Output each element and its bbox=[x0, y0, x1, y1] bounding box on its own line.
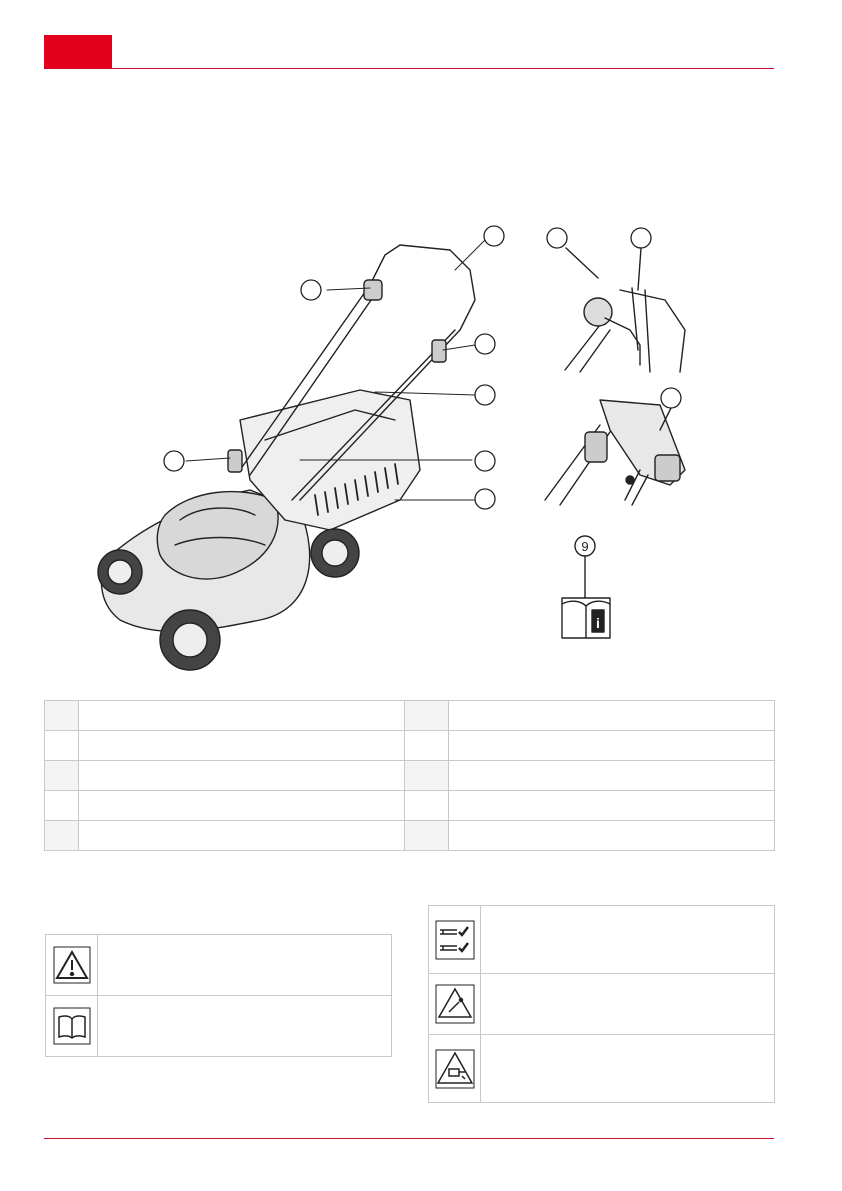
warning-triangle-icon bbox=[46, 935, 98, 995]
cable-clip bbox=[364, 280, 382, 300]
front-left-wheel bbox=[98, 550, 142, 594]
symbols-left bbox=[45, 934, 392, 1057]
table-row bbox=[45, 791, 775, 821]
part-description bbox=[78, 761, 404, 791]
part-number bbox=[404, 731, 448, 761]
part-description bbox=[448, 791, 774, 821]
part-description bbox=[78, 791, 404, 821]
part-description bbox=[78, 731, 404, 761]
part-number bbox=[45, 821, 79, 851]
thrown-objects-icon bbox=[429, 974, 481, 1034]
symbol-row bbox=[46, 996, 391, 1056]
footer-rule bbox=[44, 1138, 774, 1139]
read-manual-icon bbox=[46, 996, 98, 1056]
symbol-description bbox=[481, 974, 774, 1034]
part-number bbox=[45, 731, 79, 761]
table-row bbox=[45, 701, 775, 731]
part-description bbox=[448, 821, 774, 851]
part-description bbox=[78, 821, 404, 851]
detail-cable-plug bbox=[565, 248, 685, 372]
table-row bbox=[45, 761, 775, 791]
callout-9-label: 9 bbox=[581, 539, 589, 554]
symbol-description bbox=[481, 1035, 774, 1102]
symbol-row bbox=[429, 1035, 774, 1102]
symbol-row bbox=[429, 906, 774, 974]
table-row bbox=[45, 821, 775, 851]
symbol-row bbox=[46, 935, 391, 996]
part-number bbox=[404, 821, 448, 851]
part-description bbox=[448, 701, 774, 731]
rear-right-wheel bbox=[311, 529, 359, 577]
part-number bbox=[45, 791, 79, 821]
parts-table bbox=[44, 700, 775, 851]
cable-cut-warning-icon bbox=[429, 1035, 481, 1102]
manual-info-icon bbox=[562, 536, 610, 638]
symbol-row bbox=[429, 974, 774, 1035]
part-number bbox=[45, 761, 79, 791]
front-right-wheel bbox=[160, 610, 220, 670]
part-number bbox=[404, 761, 448, 791]
detail-handle-switch bbox=[545, 400, 685, 505]
part-description bbox=[448, 761, 774, 791]
symbol-description bbox=[481, 906, 774, 973]
part-description bbox=[448, 731, 774, 761]
handle-knob bbox=[432, 340, 446, 362]
part-number bbox=[404, 701, 448, 731]
height-lever bbox=[228, 450, 242, 472]
symbol-description bbox=[98, 996, 391, 1056]
table-row bbox=[45, 731, 775, 761]
part-number bbox=[404, 791, 448, 821]
symbol-description bbox=[98, 935, 391, 995]
part-number bbox=[45, 701, 79, 731]
part-description bbox=[78, 701, 404, 731]
symbols-right bbox=[428, 905, 775, 1103]
svg-text:i: i bbox=[596, 615, 600, 631]
checklist-icon bbox=[429, 906, 481, 973]
